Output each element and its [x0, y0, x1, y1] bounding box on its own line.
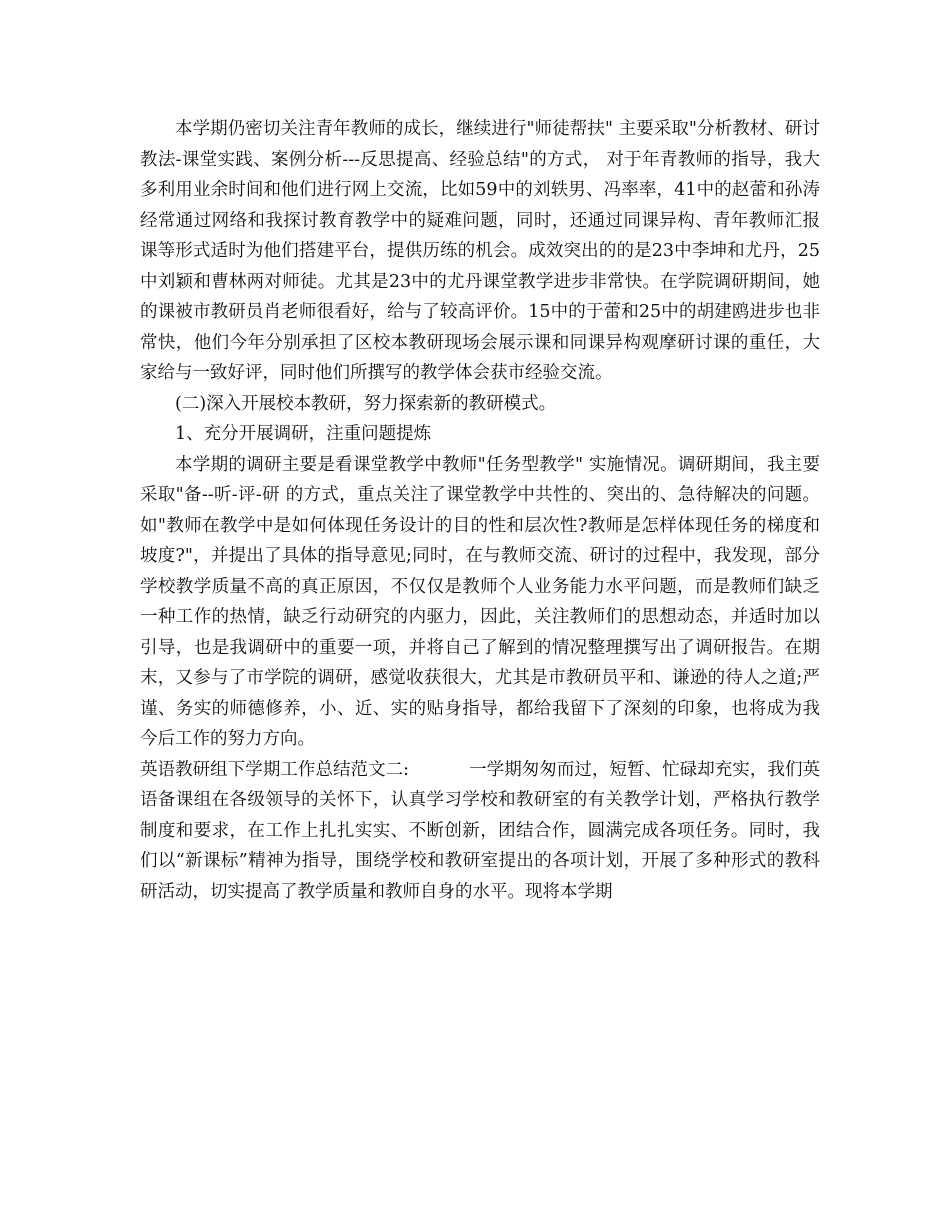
section-title: 英语教研组下学期工作总结范文二: [140, 759, 410, 780]
paragraph-survey-details: 本学期的调研主要是看课堂教学中教师"任务型教学" 实施情况。调研期间，我主要采取"备--听-评-研 的方式，重点关注了课堂教学中共性的、突出的、急待解决的问题。如"教师在教学中是如何体现任务设计的目的性和层次性?教师是怎样体现任务的梯度和坡度?"，并提出了具体的指导意见;同时，在与教师交流、研讨的过程中，我发现，部分学校教学质量不高的真正原因，不仅仅是教师个人业务能力水平问题，而是教师们缺乏一种工作的热情，缺乏行动研究的内驱力，因此，关注教师们的思想动态，并适时加以引导，也是我调研中的重要一项，并将自己了解到的情况整理撰写出了调研报告。在期末，又参与了市学院的调研，感觉收获很大，尤其是市教研员平和、谦逊的待人之道;严谨、务实的师德修养，小、近、实的贴身指导，都给我留下了深刻的印象，也将成为我今后工作的努力方向。 [140, 454, 820, 749]
document-page [140, 114, 820, 907]
paragraph-summary-two [140, 755, 820, 908]
paragraph-subheading-survey: 1、充分开展调研，注重问题提炼 [175, 424, 432, 444]
paragraph-mentoring: 本学期仍密切关注青年教师的成长，继续进行"师徒帮扶" 主要采取"分析教材、研讨教法-课堂实践、案例分析---反思提高、经验总结"的方式， 对于年青教师的指导，我大多利用业余时间和他们进行网上交流，比如59中的刘轶男、冯率率，41中的赵蕾和孙涛经常通过网络和我探讨教育教学中的疑难问题，同时，还通过同课异构、青年教师汇报课等形式适时为他们搭建平台，提供历练的机会。成效突出的的是23中李坤和尤丹，25中刘颖和曹林两对师徒。尤其是23中的尤丹课堂教学进步非常快。在学院调研期间，她的课被市教研员肖老师很看好，给与了较高评价。15中的于蕾和25中的胡建鸥进步也非常快，他们今年分别承担了区校本教研现场会展示课和同课异构观摩研讨课的重任，大家给与一致好评，同时他们所撰写的教学体会获市经验交流。 [140, 119, 820, 383]
paragraph-heading-school-research: (二)深入开展校本教研，努力探索新的教研模式。 [175, 393, 557, 414]
section-body: 一学期匆匆而过，短暂、忙碌却充实，我们英语备课组在各级领导的关怀下，认真学习学校和教研室的有关教学计划，严格执行教学制度和要求，在工作上扎扎实实、不断创新，团结合作，圆满完成各项任务。同时，我们以“新课标”精神为指导，围绕学校和教研室提出的各项计划，开展了多种形式的教科研活动，切实提高了教学质量和教师自身的水平。现将本学期 [140, 759, 820, 902]
